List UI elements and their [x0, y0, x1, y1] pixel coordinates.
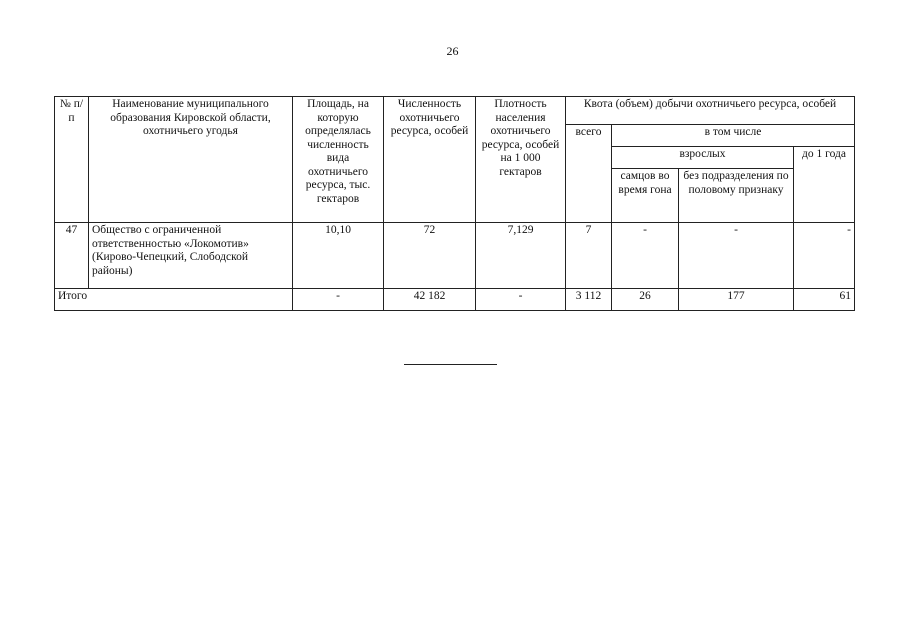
- totals-density: -: [476, 289, 566, 311]
- header-density: Плотность населения охотничьего ресурса, особей на 1 000 гектаров: [476, 97, 566, 223]
- row-area: 10,10: [293, 223, 384, 289]
- header-adults: взрослых: [612, 147, 794, 169]
- row-males: -: [612, 223, 679, 289]
- hunting-quota-table: [54, 96, 855, 311]
- header-total: всего: [566, 125, 612, 223]
- page-number: 26: [446, 44, 459, 58]
- totals-total: 3 112: [566, 289, 612, 311]
- header-area: Площадь, на которую определялась численность вида охотничьего ресурса, тыс. гектаров: [293, 97, 384, 223]
- totals-males: 26: [612, 289, 679, 311]
- end-divider: [404, 364, 497, 365]
- table-row: [55, 223, 855, 289]
- header-number: № п/п: [55, 97, 89, 223]
- header-no-sex-division: без подразделения по половому признаку: [679, 169, 794, 223]
- totals-row: [55, 289, 855, 311]
- header-under-one-year: до 1 года: [794, 147, 855, 223]
- header-name: Наименование муниципального образования Кировской области, охотничьего угодья: [89, 97, 293, 223]
- totals-count: 42 182: [384, 289, 476, 311]
- totals-label: Итого: [55, 289, 293, 311]
- header-males-rut: самцов во время гона: [612, 169, 679, 223]
- row-count: 72: [384, 223, 476, 289]
- header-including: в том числе: [612, 125, 855, 147]
- row-name: Общество с ограниченной ответственностью «Локомотив» (Кирово-Чепецкий, Слободской районы): [89, 223, 293, 289]
- totals-nosex: 177: [679, 289, 794, 311]
- totals-area: -: [293, 289, 384, 311]
- header-quota: Квота (объем) добычи охотничьего ресурса, особей: [566, 97, 855, 125]
- row-under-one: -: [794, 223, 855, 289]
- row-total: 7: [566, 223, 612, 289]
- header-count: Численность охотничьего ресурса, особей: [384, 97, 476, 223]
- row-number: 47: [55, 223, 89, 289]
- row-nosex: -: [679, 223, 794, 289]
- row-density: 7,129: [476, 223, 566, 289]
- totals-under-one: 61: [794, 289, 855, 311]
